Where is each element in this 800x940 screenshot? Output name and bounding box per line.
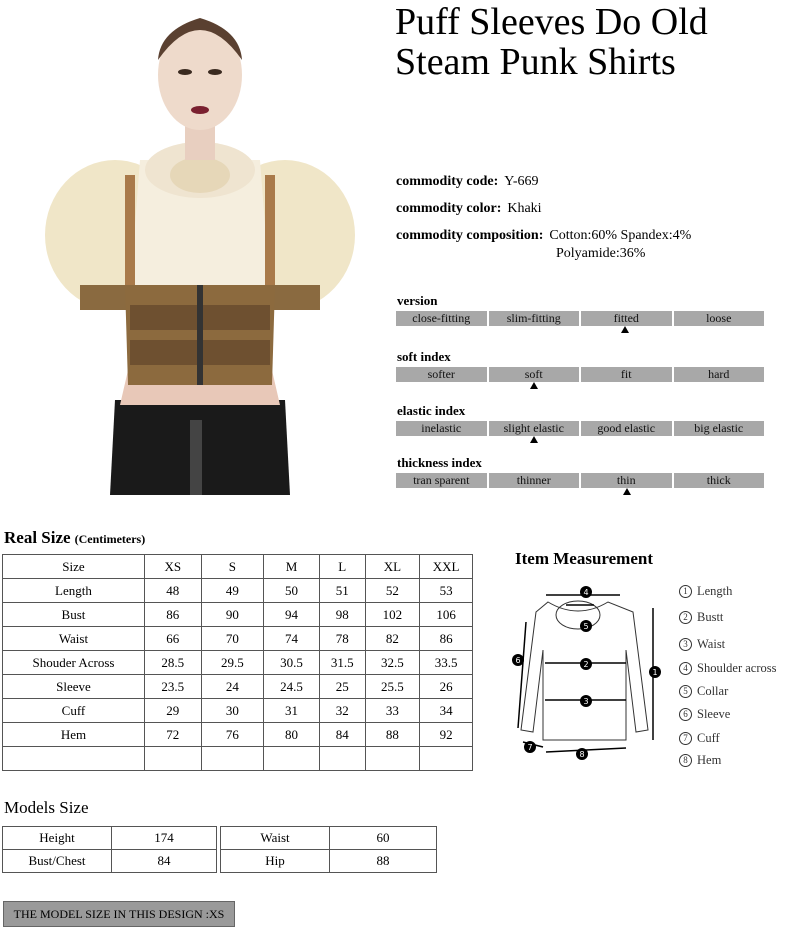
table-cell: 31.5: [319, 651, 365, 675]
product-title: Puff Sleeves Do Old Steam Punk Shirts: [395, 1, 708, 83]
soft-index-option: softer: [396, 367, 487, 382]
table-cell: 78: [319, 627, 365, 651]
table-row: [3, 699, 473, 723]
table-cell: 26: [420, 675, 473, 699]
table-cell: 86: [420, 627, 473, 651]
version-bar: [396, 311, 764, 326]
legend-number: 6: [679, 708, 692, 721]
table-row: [3, 850, 217, 873]
table-cell: 174: [112, 827, 217, 850]
table-cell: Length: [3, 579, 145, 603]
commodity-color: [396, 201, 542, 217]
commodity-color-label: commodity color:: [396, 201, 502, 216]
table-cell: Size: [3, 555, 145, 579]
table-cell: Sleeve: [3, 675, 145, 699]
table-cell: 32.5: [365, 651, 420, 675]
table-cell: Hip: [221, 850, 330, 873]
legend-number: 7: [679, 732, 692, 745]
table-cell: Bust: [3, 603, 145, 627]
legend-label: Waist: [697, 637, 726, 651]
table-cell: Height: [3, 827, 112, 850]
elastic-index-option: good elastic: [581, 421, 672, 436]
legend-number: 5: [679, 685, 692, 698]
legend-item: [679, 753, 721, 768]
table-row: [3, 579, 473, 603]
table-cell: [3, 747, 145, 771]
table-cell: M: [264, 555, 320, 579]
legend-label: Length: [697, 584, 733, 598]
soft-index-marker: [530, 382, 538, 389]
table-cell: Waist: [3, 627, 145, 651]
legend-item: [679, 731, 720, 746]
table-cell: 86: [144, 603, 201, 627]
commodity-composition-label: commodity composition:: [396, 228, 544, 243]
table-row: [3, 603, 473, 627]
table-cell: 33: [365, 699, 420, 723]
table-cell: 80: [264, 723, 320, 747]
table-cell: 33.5: [420, 651, 473, 675]
commodity-color-value: Khaki: [507, 201, 542, 216]
table-cell: [420, 747, 473, 771]
svg-text:3: 3: [583, 697, 589, 706]
legend-number: 8: [679, 754, 692, 767]
thickness-index-option: thin: [581, 473, 672, 488]
elastic-index-option: slight elastic: [489, 421, 580, 436]
table-cell: Bust/Chest: [3, 850, 112, 873]
table-row: [3, 827, 217, 850]
table-cell: 90: [201, 603, 264, 627]
table-row: [221, 827, 437, 850]
svg-text:8: 8: [579, 750, 585, 759]
legend-number: 4: [679, 662, 692, 675]
svg-text:1: 1: [652, 668, 658, 677]
svg-text:7: 7: [527, 743, 533, 752]
soft-index-option: hard: [674, 367, 765, 382]
product-photo: [40, 0, 360, 495]
table-cell: Waist: [221, 827, 330, 850]
table-cell: 72: [144, 723, 201, 747]
legend-label: Collar: [697, 684, 729, 698]
legend-item: [679, 584, 732, 599]
model-table-left: [2, 826, 217, 873]
real-size-title: Real Size: [4, 528, 71, 547]
table-cell: 25: [319, 675, 365, 699]
table-cell: 32: [319, 699, 365, 723]
table-cell: XL: [365, 555, 420, 579]
table-cell: 25.5: [365, 675, 420, 699]
item-measurement-title: Item Measurement: [515, 549, 654, 568]
table-cell: 24: [201, 675, 264, 699]
table-row: [3, 675, 473, 699]
table-cell: 82: [365, 627, 420, 651]
table-cell: 106: [420, 603, 473, 627]
soft-index-option: fit: [581, 367, 672, 382]
table-row: [3, 747, 473, 771]
legend-number: 2: [679, 611, 692, 624]
table-cell: [365, 747, 420, 771]
thickness-index-bar: [396, 473, 764, 488]
legend-number: 1: [679, 585, 692, 598]
version-option: slim-fitting: [489, 311, 580, 326]
legend-item: [679, 684, 728, 699]
models-size-title: Models Size: [4, 798, 89, 817]
table-cell: 49: [201, 579, 264, 603]
size-table-header: [3, 555, 473, 579]
table-cell: 98: [319, 603, 365, 627]
legend-label: Cuff: [697, 731, 720, 745]
svg-text:5: 5: [583, 622, 589, 631]
table-cell: 28.5: [144, 651, 201, 675]
elastic-index-option: inelastic: [396, 421, 487, 436]
table-cell: 53: [420, 579, 473, 603]
table-cell: Cuff: [3, 699, 145, 723]
legend-label: Bustt: [697, 610, 724, 624]
table-cell: 30: [201, 699, 264, 723]
version-option: loose: [674, 311, 765, 326]
table-cell: S: [201, 555, 264, 579]
table-cell: 52: [365, 579, 420, 603]
commodity-composition-value-2: Polyamide:36%: [556, 246, 646, 261]
commodity-code-value: Y-669: [504, 174, 539, 189]
commodity-composition: [396, 228, 691, 244]
svg-text:4: 4: [583, 588, 589, 597]
elastic-index-title: elastic index: [397, 403, 466, 418]
elastic-index-marker: [530, 436, 538, 443]
table-cell: 88: [330, 850, 437, 873]
table-cell: 29.5: [201, 651, 264, 675]
legend-item: [679, 637, 725, 652]
table-cell: 84: [319, 723, 365, 747]
table-cell: 31: [264, 699, 320, 723]
table-cell: 66: [144, 627, 201, 651]
elastic-index-bar: [396, 421, 764, 436]
table-cell: XXL: [420, 555, 473, 579]
thickness-index-title: thickness index: [397, 455, 482, 470]
real-size-heading: [4, 528, 145, 548]
legend-label: Hem: [697, 753, 722, 767]
size-table: [2, 554, 473, 771]
table-cell: [319, 747, 365, 771]
model-size-note: THE MODEL SIZE IN THIS DESIGN :XS: [3, 901, 235, 927]
commodity-code: [396, 174, 539, 190]
table-cell: 84: [112, 850, 217, 873]
table-cell: 70: [201, 627, 264, 651]
legend-label: Shoulder across: [697, 661, 777, 675]
table-cell: 50: [264, 579, 320, 603]
table-row: [3, 651, 473, 675]
table-cell: [264, 747, 320, 771]
version-title: version: [397, 293, 438, 308]
table-cell: XS: [144, 555, 201, 579]
version-marker: [621, 326, 629, 333]
model-table-right: [220, 826, 437, 873]
legend-item: [679, 707, 730, 722]
thickness-index-marker: [623, 488, 631, 495]
table-cell: 29: [144, 699, 201, 723]
thickness-index-option: thick: [674, 473, 765, 488]
table-cell: 34: [420, 699, 473, 723]
table-cell: 102: [365, 603, 420, 627]
table-cell: 74: [264, 627, 320, 651]
table-cell: Hem: [3, 723, 145, 747]
table-cell: L: [319, 555, 365, 579]
soft-index-option: soft: [489, 367, 580, 382]
table-row: [3, 723, 473, 747]
thickness-index-option: thinner: [489, 473, 580, 488]
measurement-diagram: [508, 580, 678, 765]
table-row: [221, 850, 437, 873]
commodity-composition-value: Cotton:60% Spandex:4%: [549, 228, 692, 243]
table-row: [3, 627, 473, 651]
legend-item: [679, 661, 777, 676]
soft-index-bar: [396, 367, 764, 382]
version-option: close-fitting: [396, 311, 487, 326]
table-cell: [144, 747, 201, 771]
svg-text:6: 6: [515, 656, 521, 665]
table-cell: 76: [201, 723, 264, 747]
svg-text:2: 2: [583, 660, 589, 669]
real-size-unit: (Centimeters): [74, 532, 146, 546]
table-cell: 60: [330, 827, 437, 850]
table-cell: 92: [420, 723, 473, 747]
table-cell: 94: [264, 603, 320, 627]
table-cell: Shouder Across: [3, 651, 145, 675]
thickness-index-option: tran sparent: [396, 473, 487, 488]
table-cell: 88: [365, 723, 420, 747]
commodity-code-label: commodity code:: [396, 174, 499, 189]
legend-number: 3: [679, 638, 692, 651]
table-cell: 51: [319, 579, 365, 603]
table-cell: 23.5: [144, 675, 201, 699]
table-cell: 48: [144, 579, 201, 603]
table-cell: 30.5: [264, 651, 320, 675]
table-cell: 24.5: [264, 675, 320, 699]
version-option: fitted: [581, 311, 672, 326]
elastic-index-option: big elastic: [674, 421, 765, 436]
legend-item: [679, 610, 723, 625]
legend-label: Sleeve: [697, 707, 731, 721]
soft-index-title: soft index: [397, 349, 451, 364]
table-cell: [201, 747, 264, 771]
